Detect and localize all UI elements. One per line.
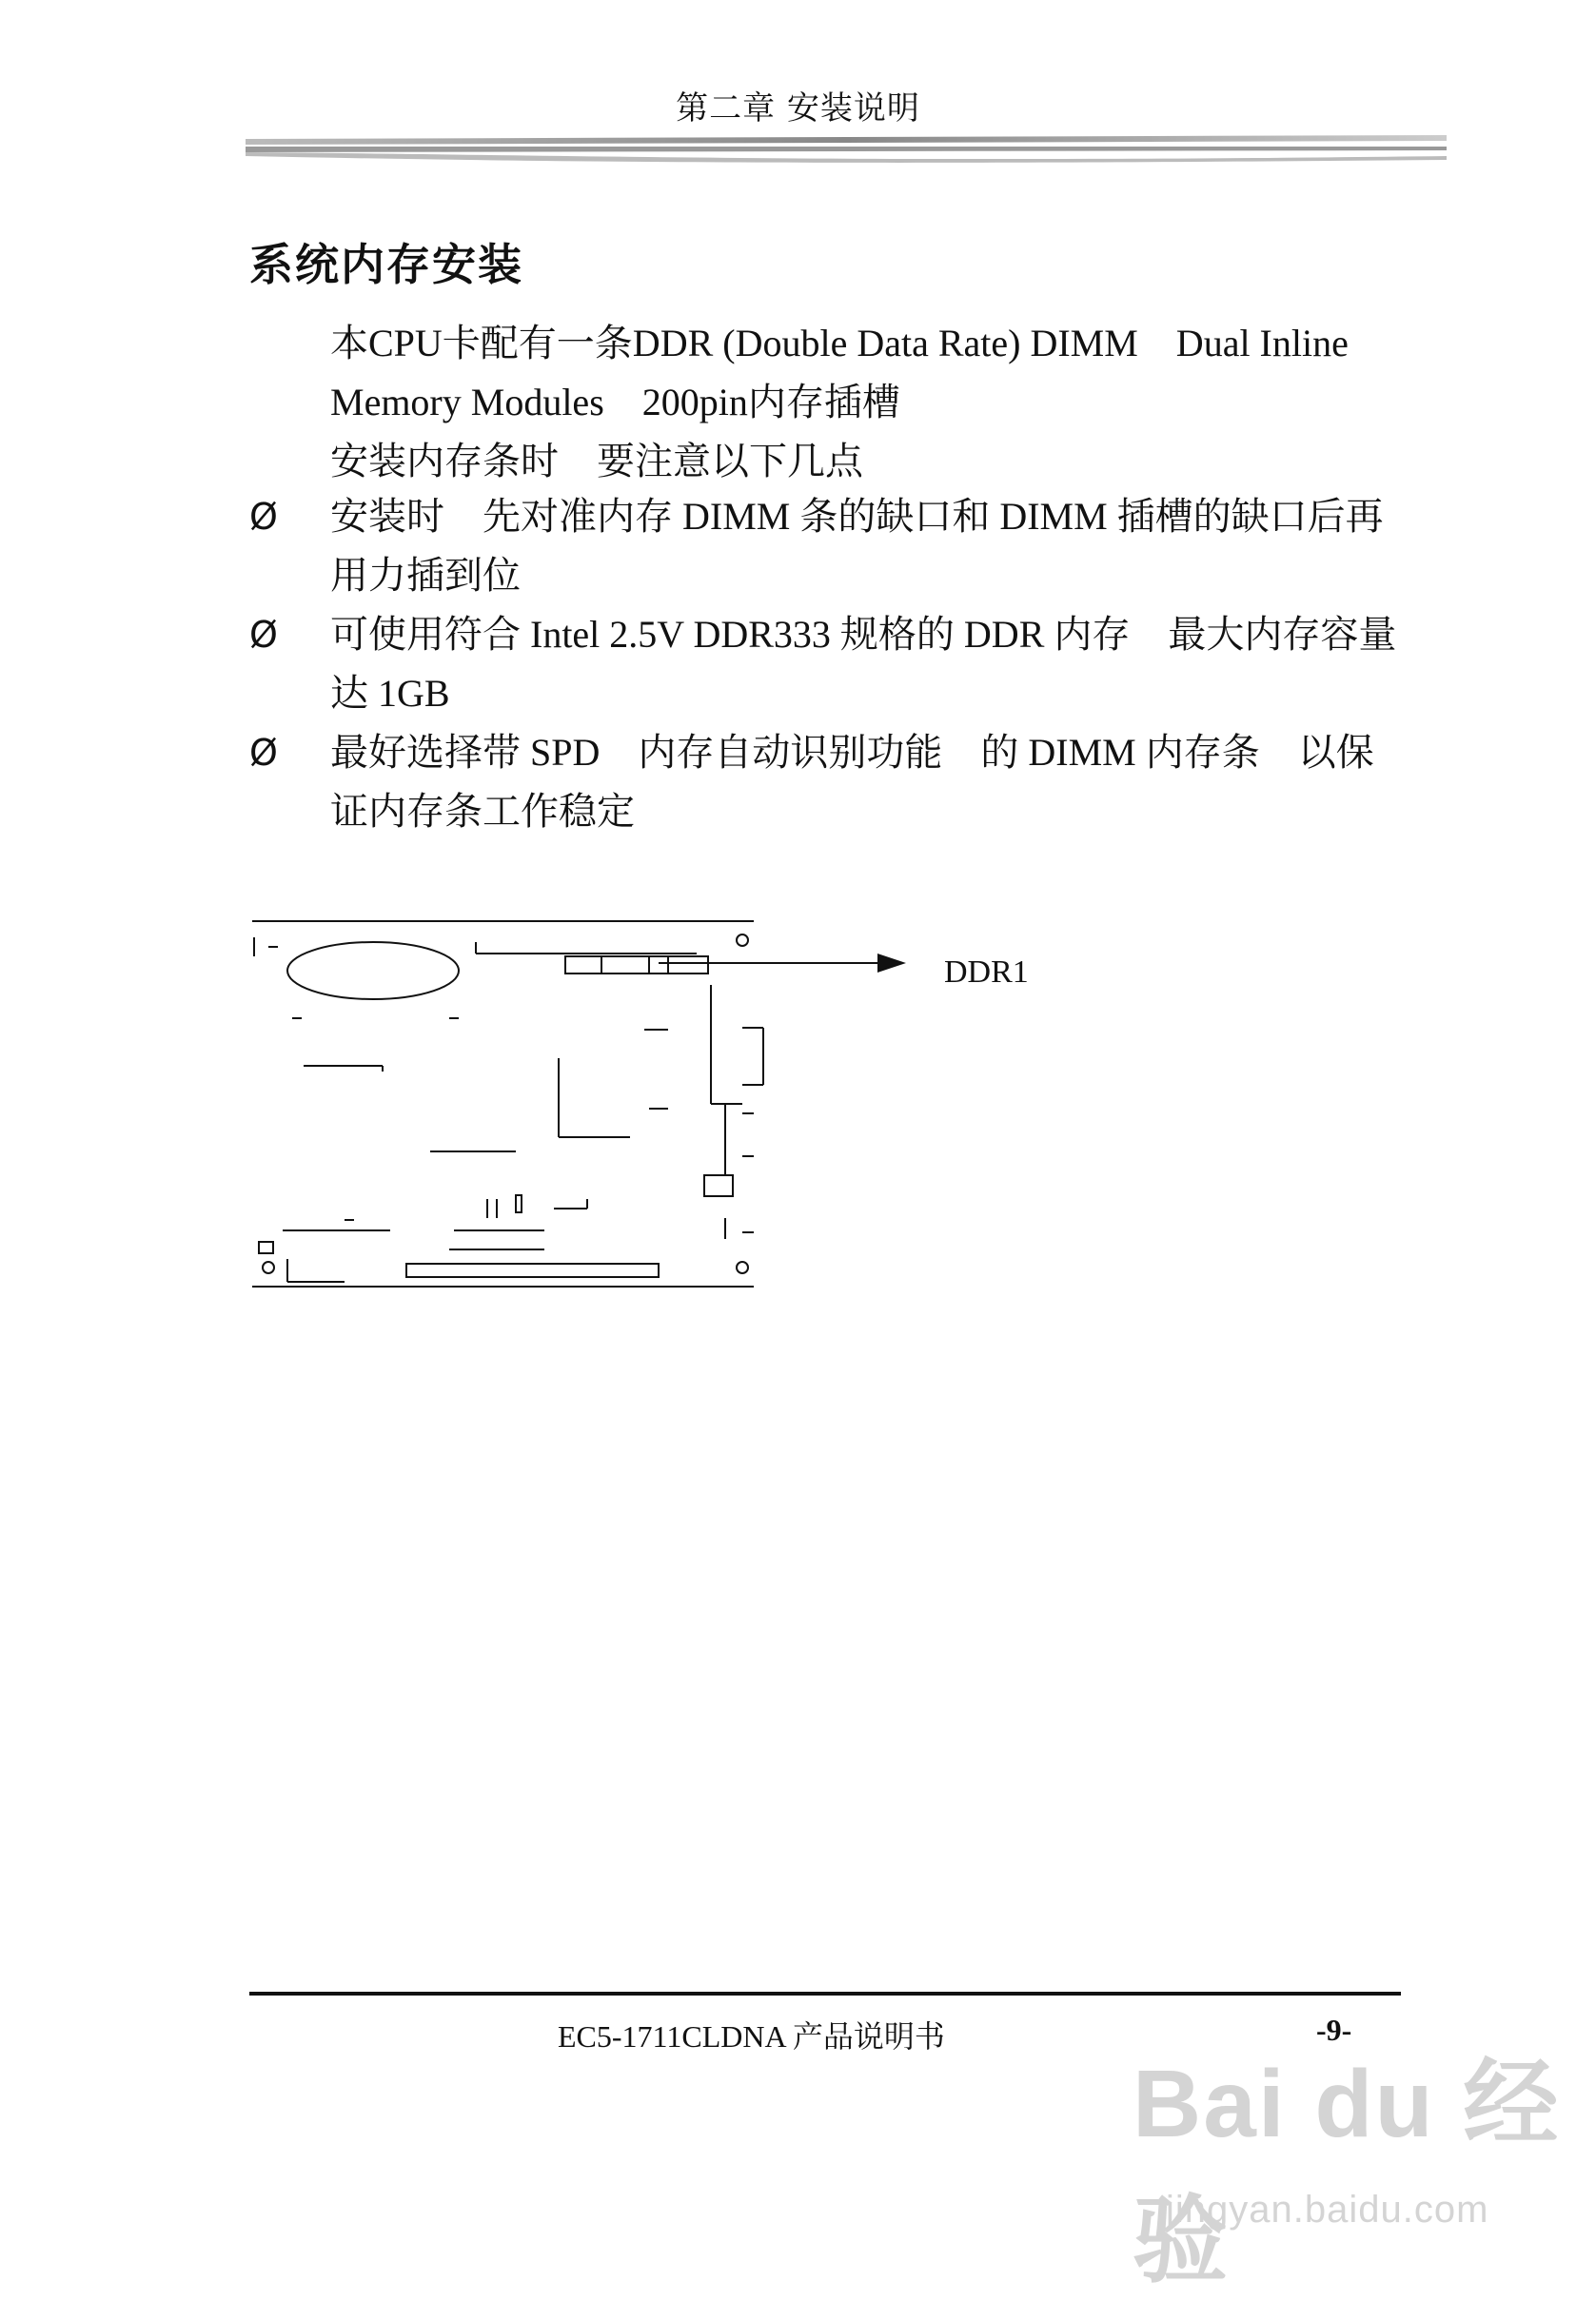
bullet-mark: Ø (249, 732, 278, 774)
bullet-item (249, 605, 1401, 723)
ddr1-label: DDR1 (944, 954, 1029, 990)
intro-line-2: Memory Modules 200pin内存插槽 (330, 381, 900, 423)
bullet-text: 最好选择带 SPD 内存自动识别功能 的 DIMM 内存条 以保证内存条工作稳定 (330, 731, 1374, 833)
bullet-list (249, 487, 1401, 841)
bullet-text: 可使用符合 Intel 2.5V DDR333 规格的 DDR 内存 最大内存容量达 1GB (330, 613, 1397, 715)
page-number: -9- (1316, 2013, 1352, 2047)
intro-line-1: 本CPU卡配有一条DDR (Double Data Rate) DIMM Dual Inline (330, 322, 1349, 364)
header-rule (246, 133, 1447, 166)
bullet-mark: Ø (249, 614, 278, 656)
bullet-text: 安装时 先对准内存 DIMM 条的缺口和 DIMM 插槽的缺口后再用力插到位 (330, 495, 1384, 597)
intro-line-3: 安装内存条时 要注意以下几点 (330, 440, 863, 482)
watermark-url: jingyan.baidu.com (1166, 2189, 1489, 2231)
footer-product: EC5-1711CLDNA 产品说明书 (558, 2019, 945, 2054)
watermark-brand: Bai du 经验 (1133, 2051, 1561, 2294)
header-title: 第二章 安装说明 (676, 89, 920, 128)
footer-rule (249, 1992, 1401, 1996)
arrow-right-icon (877, 954, 906, 973)
bullet-item (249, 723, 1401, 841)
section-title: 系统内存安装 (249, 239, 523, 290)
board-diagram (249, 914, 935, 1294)
bullet-mark: Ø (249, 496, 278, 538)
bullet-item (249, 487, 1401, 605)
